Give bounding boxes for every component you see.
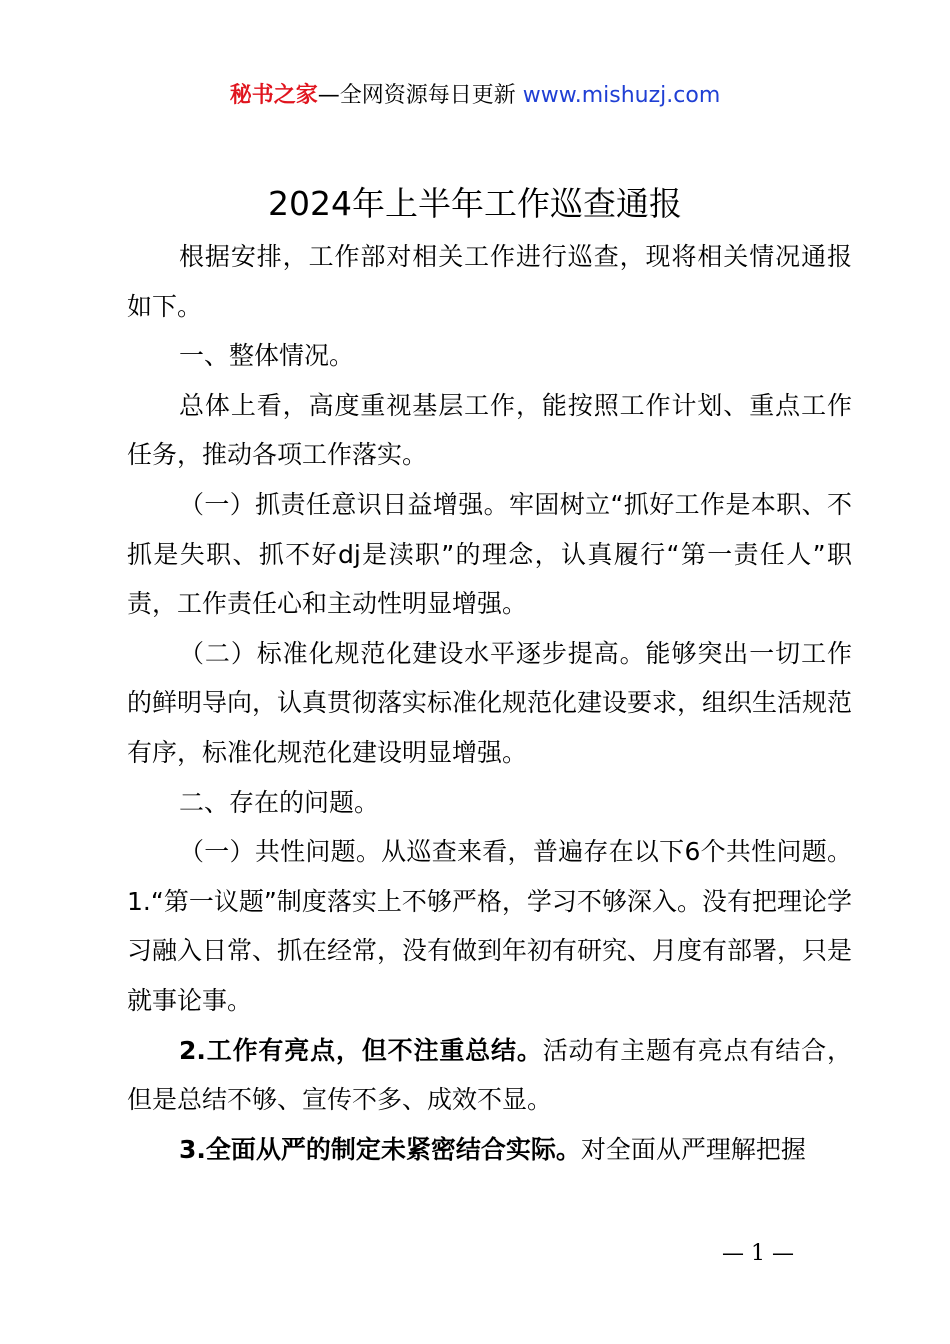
problem-2-heading: 2.工作有亮点，但不注重总结。 [179, 1035, 543, 1065]
paragraph-intro: 根据安排，工作部对相关工作进行巡查，现将相关情况通报如下。 [127, 242, 852, 321]
paragraph-overview: 总体上看，高度重视基层工作，能按照工作计划、重点工作任务，推动各项工作落实。 [127, 390, 852, 470]
paragraph-problem-2: 2.工作有亮点，但不注重总结。活动有主题有亮点有结合，但是总结不够、宣传不多、成效不显。 [127, 1035, 852, 1115]
site-url-link[interactable]: www.mishuzj.com [522, 83, 721, 108]
section-heading-overall: 一、整体情况。 [179, 341, 355, 371]
brand-name: 秘书之家 [229, 83, 318, 108]
paragraph-responsibility: （一）抓责任意识日益增强。牢固树立“抓好工作是本职、不抓是失职、抓不好dj是渎职”的理念，认真履行“第一责任人”职责，工作责任心和主动性明显增强。 [127, 489, 852, 619]
page-number: — 1 — [722, 1241, 794, 1266]
paragraph-problem-3: 3.全面从严的制定未紧密结合实际。对全面从严理解把握 [179, 1134, 806, 1164]
document-title: 2024年上半年工作巡查通报 [268, 184, 682, 223]
problem-3-heading: 3.全面从严的制定未紧密结合实际。 [179, 1134, 581, 1164]
paragraph-standardization: （二）标准化规范化建设水平逐步提高。能够突出一切工作的鲜明导向，认真贯彻落实标准化规范化建设要求，组织生活规范有序，标准化规范化建设明显增强。 [127, 638, 853, 767]
site-header [0, 80, 950, 112]
paragraph-common-problems: （一）共性问题。从巡查来看，普遍存在以下6个共性问题。1.“第一议题”制度落实上不够严格，学习不够深入。没有把理论学习融入日常、抓在经常，没有做到年初有研究、月度有部署，只是就事论事。 [127, 837, 853, 1015]
section-heading-problems: 二、存在的问题。 [179, 787, 380, 817]
header-tagline: —全网资源每日更新 [317, 83, 523, 108]
document-body [127, 232, 852, 1174]
